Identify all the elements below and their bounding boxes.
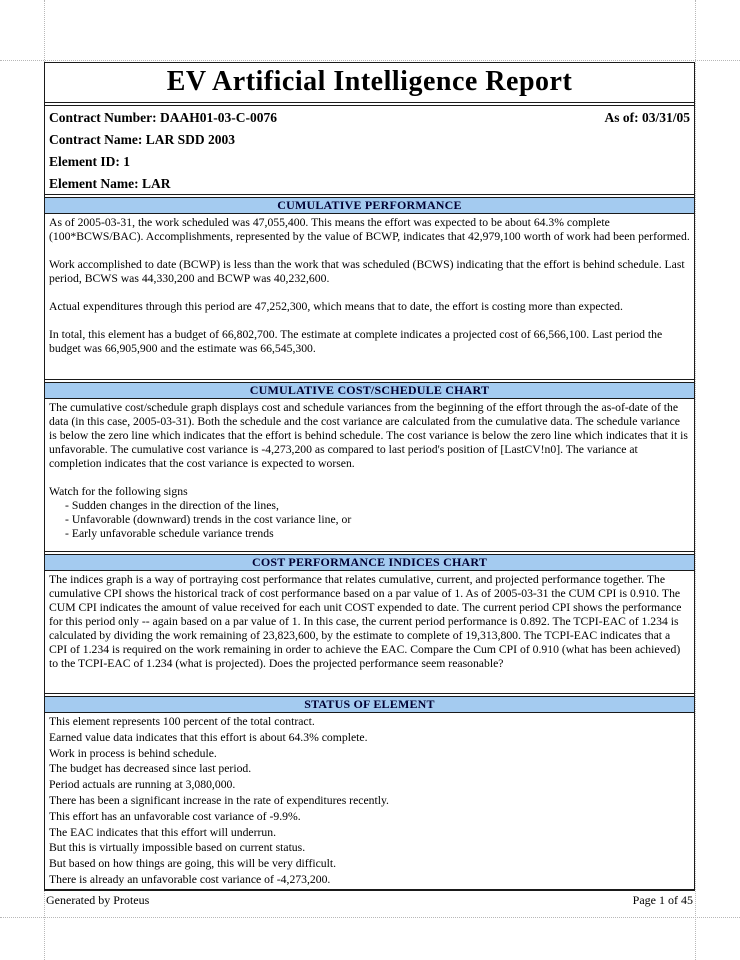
element-name: Element Name: LAR — [49, 176, 171, 191]
right-margin-guide — [695, 0, 696, 960]
bottom-margin-guide — [0, 917, 740, 918]
status-line: There is already an unfavorable cost variance of -4,273,200. — [49, 872, 331, 886]
contract-info — [45, 105, 694, 195]
paragraph: The indices graph is a way of portraying cost performance that relates cumulative, current, and projected performance together. The cumulative CPI shows the historical track of cost performance based on a par value of 1. As of 2005-03-31 the CUM CPI is 0.910. The CUM CPI indicates the amount of value received for each unit COST expended to date. The current period CPI shows the performance for this period only -- again based on a par value of 1. In this case, the current period performance is 0.892. The TCPI-EAC of 1.234 is calculated by dividing the work remaining of 23,823,600, by the estimate to complete of 19,313,800. The TCPI-EAC indicates that a CPI of 1.234 is required on the work remaining in order to achieve the EAC. Compare the Cum CPI of 0.910 (what has been achieved) to the TCPI-EAC of 1.234 (what is projected). Does the projected performance seem reasonable? — [49, 573, 682, 670]
contract-info-row — [49, 107, 690, 129]
section-header-cumulative-performance: CUMULATIVE PERFORMANCE — [45, 197, 694, 214]
page-title: EV Artificial Intelligence Report — [45, 63, 694, 103]
status-line: Work in process is behind schedule. — [49, 746, 217, 760]
status-line: The EAC indicates that this effort will underrun. — [49, 825, 276, 839]
watch-signs-intro: Watch for the following signs — [49, 485, 188, 498]
status-line: Period actuals are running at 3,080,000. — [49, 778, 236, 792]
contract-name: Contract Name: LAR SDD 2003 — [49, 132, 235, 147]
watch-sign-item: - Unfavorable (downward) trends in the cost variance line, or — [65, 513, 352, 526]
status-line: But this is virtually impossible based on current status. — [49, 841, 306, 855]
paragraph: The cumulative cost/schedule graph displays cost and schedule variances from the beginning of the effort through the as-of-date of the data (in this case, 2005-03-31). Both the schedule and the cost variance are calculated from the cumulative data. The schedule variance is below the zero line which indicates that the effort is behind schedule. The cost variance is below the zero line which indicates that it is unfavorable. The cumulative cost variance is -4,273,200 as compared to last period's position of [LastCV!n0]. The variance at completion indicates that the cost variance is expected to worsen. — [49, 401, 688, 470]
paragraph: Actual expenditures through this period are 47,252,300, which means that to date, the effort is costing more than expected. — [49, 300, 623, 313]
section-cumulative-performance — [45, 214, 694, 380]
element-id: Element ID: 1 — [49, 154, 130, 169]
section-header-cost-schedule-chart: CUMULATIVE COST/SCHEDULE CHART — [45, 382, 694, 399]
section-status-of-element — [45, 713, 694, 889]
footer-page-number: Page 1 of 45 — [632, 893, 693, 907]
paragraph: As of 2005-03-31, the work scheduled was 47,055,400. This means the effort was expected to be about 64.3% complete (100*BCWS/BAC). Accomplishments, represented by the value of BCWP, indicates that 42,979,100 worth of work had been performed. — [49, 216, 690, 243]
section-header-cost-performance-indices: COST PERFORMANCE INDICES CHART — [45, 554, 694, 571]
status-line: There has been a significant increase in the rate of expenditures recently. — [49, 793, 389, 807]
footer-generated-by: Generated by Proteus — [46, 893, 150, 907]
status-line: This element represents 100 percent of the total contract. — [49, 715, 315, 728]
top-margin-guide — [0, 60, 740, 61]
section-cost-schedule-chart — [45, 399, 694, 552]
section-cost-performance-indices — [45, 571, 694, 694]
status-line: This effort has an unfavorable cost variance of -9.9%. — [49, 809, 301, 823]
status-line: Earned value data indicates that this effort is about 64.3% complete. — [49, 730, 368, 744]
paragraph: Work accomplished to date (BCWP) is less than the work that was scheduled (BCWS) indicating that the effort is behind schedule. Last period, BCWS was 44,330,200 and BCWP was 40,232,600. — [49, 258, 685, 285]
report-table — [44, 62, 695, 891]
contract-number: Contract Number: DAAH01-03-C-0076 — [49, 110, 277, 125]
status-line: The budget has decreased since last period. — [49, 762, 252, 776]
watch-sign-item: - Sudden changes in the direction of the lines, — [65, 499, 279, 512]
section-header-status-of-element: STATUS OF ELEMENT — [45, 696, 694, 713]
as-of-date: As of: 03/31/05 — [604, 110, 690, 125]
report-footer — [44, 893, 695, 908]
watch-sign-item: - Early unfavorable schedule variance trends — [65, 527, 274, 540]
status-line: But based on how things are going, this will be very difficult. — [49, 857, 337, 871]
paragraph: In total, this element has a budget of 66,802,700. The estimate at complete indicates a projected cost of 66,566,100. Last period the budget was 66,905,900 and the estimate was 66,545,300. — [49, 328, 663, 355]
